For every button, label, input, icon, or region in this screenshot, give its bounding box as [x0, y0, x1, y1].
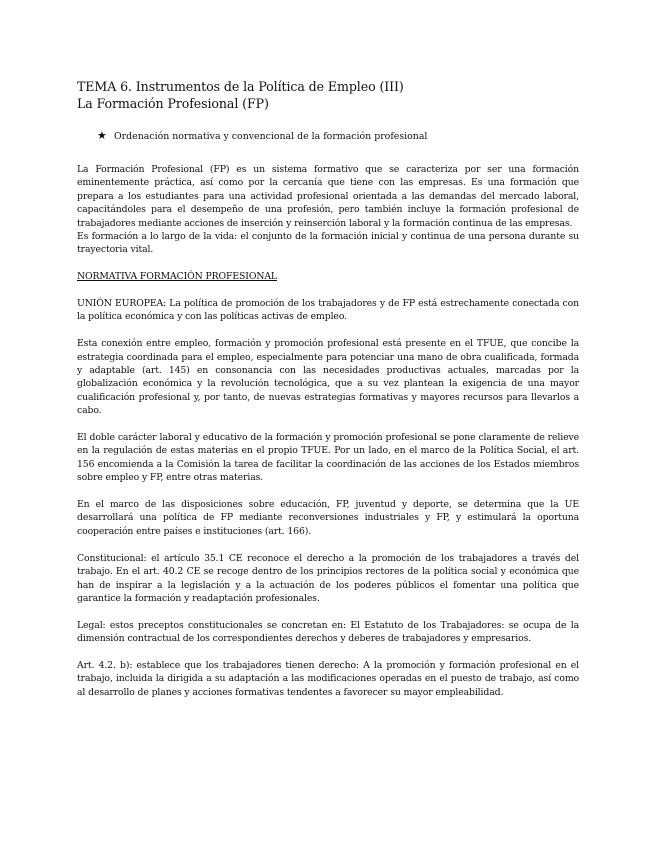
paragraph-legal: Legal: estos preceptos constitucionales se concretan en: El Estatuto de los Trabajadores: se ocupa de la dimensión contractual de los correspondientes derechos y deberes de trabajadores y empresarios. — [77, 619, 579, 645]
document-subtitle: La Formación Profesional (FP) — [77, 96, 269, 111]
paragraph-constitucional: Constitucional: el artículo 35.1 CE reconoce el derecho a la promoción de los trabajadores a través del trabajo. En el art. 40.2 CE se recoge dentro de los principios rectores de la política social y económica que han de inspirar a la legislación y a la actuación de los poderes públicos el fomentar una política que garantice la formación y readaptación profesionales. — [77, 552, 579, 604]
paragraph-ue: UNIÓN EUROPEA: La política de promoción de los trabajadores y de FP está estrechamente conectada con la política económica y con las políticas activas de empleo. — [77, 298, 579, 323]
paragraph-conexion: Esta conexión entre empleo, formación y promoción profesional está presente en el TFUE, que concibe la estrategia coordinada para el empleo, especialmente para potenciar una mano de obra cualificada, formada y adaptable (art. 145) en consonancia con las necesidades productivas actuales, marcadas por la globalización económica y la revolución tecnológica, que a su vez plantean la exigencia de una mayor cualificación profesional y, por tanto, de nuevas estrategias formativas y mayores recursos para llevarlos a cabo. — [77, 338, 579, 417]
document-page — [77, 78, 579, 699]
intro-paragraph-2: Es formación a lo largo de la vida: el conjunto de la formación inicial y continua de una persona durante su trayectoria vital. — [77, 231, 579, 256]
intro-paragraph: La Formación Profesional (FP) es un sistema formativo que se caracteriza por ser una formación eminentemente práctica, así como por la cercanía que tiene con las empresas. Es una formación que prepara a los estudiantes para una actividad profesional orientada a las demandas del mercado laboral, capacitándoles para el desempeño de una profesión, pero también incluye la formación profesional de trabajadores mediante acciones de inserción y reinserción laboral y la formación continua de las empresas. — [77, 164, 579, 229]
paragraph-art-4-2: Art. 4.2. b): establece que los trabajadores tienen derecho: A la promoción y formación profesional en el trabajo, incluida la dirigida a su adaptación a las modificaciones operadas en el puesto de trabajo, así como al desarrollo de planes y acciones formativas tendentes a favorecer su mayor empleabilidad. — [77, 659, 579, 698]
paragraph-marco: En el marco de las disposiciones sobre educación, FP, juventud y deporte, se determina que la UE desarrollará una política de FP mediante reconversiones industriales y FP, y estimulará la oportuna cooperación entre países e instituciones (art. 166). — [77, 499, 579, 537]
bullet-text: Ordenación normativa y convencional de la formación profesional — [114, 131, 428, 142]
star-bullet-icon: ★ — [97, 129, 107, 142]
bullet-item — [97, 129, 579, 143]
document-title: TEMA 6. Instrumentos de la Política de Empleo (III) — [77, 79, 404, 94]
paragraph-doble-caracter: El doble carácter laboral y educativo de la formación y promoción profesional se pone claramente de relieve en la regulación de estas materias en el propio TFUE. Por un lado, en el marco de la Política Social, el art. 156 encomienda a la Comisión la tarea de facilitar la coordinación de las acciones de los Estados miembros sobre empleo y FP, entre otras materias. — [77, 432, 579, 484]
section-heading: NORMATIVA FORMACIÓN PROFESIONAL — [77, 271, 277, 283]
